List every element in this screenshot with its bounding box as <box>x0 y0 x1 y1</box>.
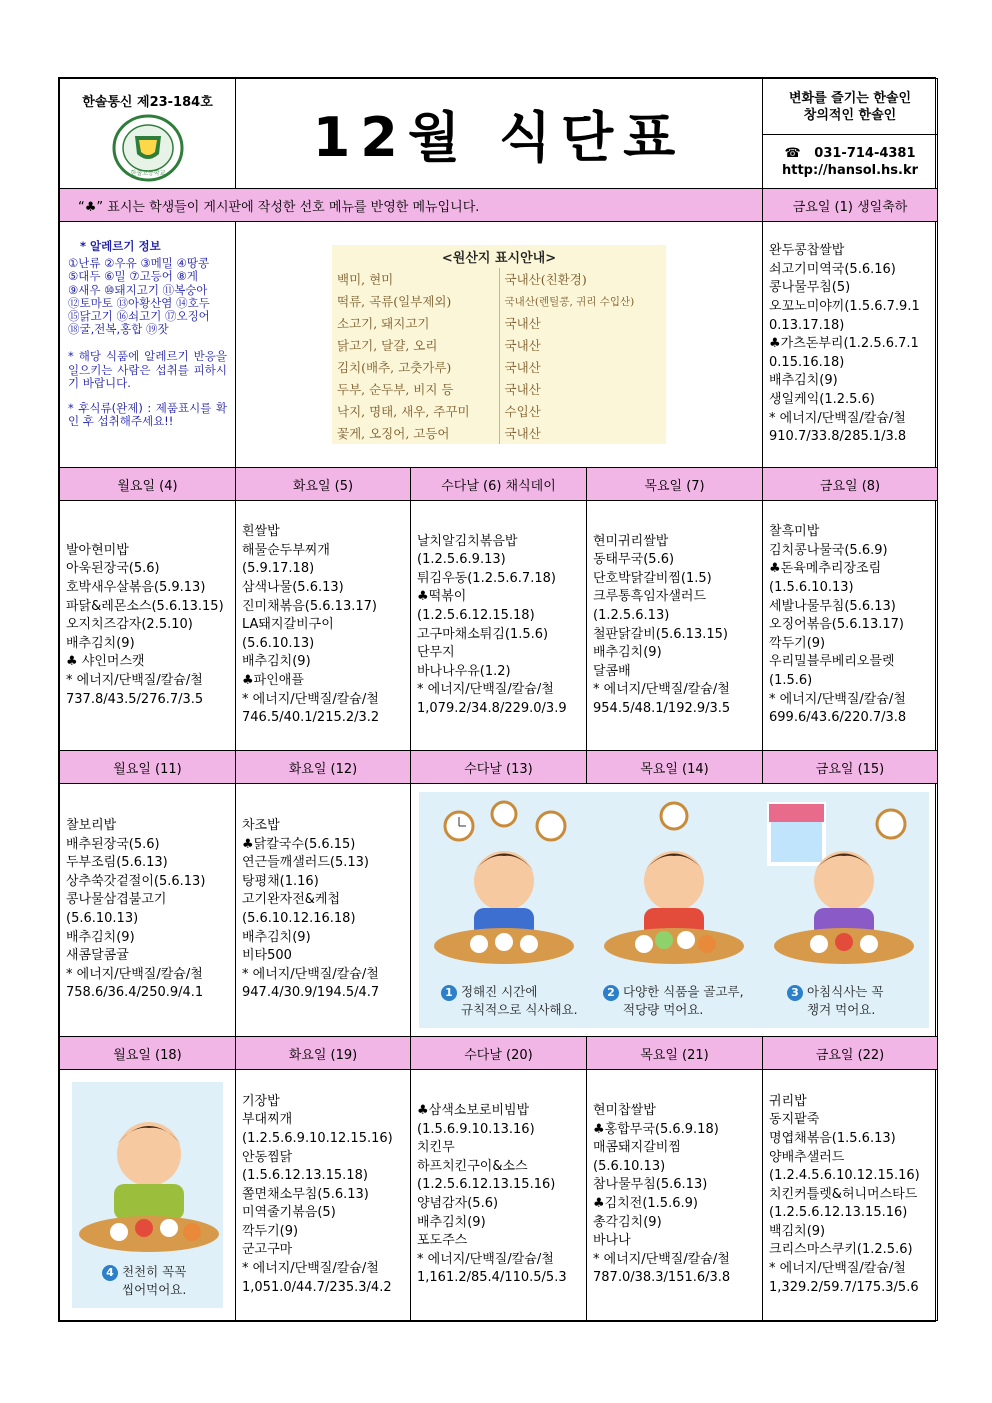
tip-number-badge: 4 <box>102 1265 118 1281</box>
menu-line: ♣홍합무국(5.6.9.18) <box>593 1121 719 1137</box>
menu-line: 파닭&레몬소스(5.6.13.15) <box>66 598 224 614</box>
menu-line: 954.5/48.1/192.9/3.5 <box>593 700 731 716</box>
phone-icon: ☎ <box>784 145 801 161</box>
menu-line: 진미채볶음(5.6.13.17) <box>242 598 377 614</box>
allergy-line: ⑫토마토 ⑬아황산염 ⑭호두 <box>68 295 210 310</box>
menu-line: 배추김치(9) <box>417 1214 486 1230</box>
origin-item: 닭고기, 달걀, 오리 <box>337 338 438 353</box>
menu-line: (1.5.6.10.13) <box>769 580 854 596</box>
day-header-thu-21: 목요일 (21) <box>587 1037 763 1070</box>
menu-line: 생일케익(1.2.5.6) <box>769 391 875 407</box>
issue-cell <box>60 79 236 189</box>
menu-fri-22 <box>763 1070 938 1321</box>
menu-line: (1.2.5.6.9.10.12.15.16) <box>242 1130 393 1146</box>
eating-tips-cell <box>411 784 938 1037</box>
menu-line: 배추된장국(5.6) <box>66 836 160 852</box>
menu-tue-19 <box>236 1070 411 1321</box>
menu-line: 달콤배 <box>593 663 631 679</box>
menu-line: 910.7/33.8/285.1/3.8 <box>769 429 907 445</box>
menu-line: 발아현미밥 <box>66 542 129 558</box>
menu-line: 고기완자전&케첩 <box>242 892 341 908</box>
menu-line: 귀리밥 <box>769 1093 807 1109</box>
menu-fri-1 <box>763 222 938 468</box>
menu-line: 양배추샐러드 <box>769 1149 845 1165</box>
tip-text: 적당량 먹어요. <box>623 1002 704 1017</box>
issue-number: 한솔통신 제23-184호 <box>82 95 213 110</box>
notice-banner: “♣” 표시는 학생들이 게시판에 작성한 선호 메뉴를 반영한 메뉴입니다. <box>60 189 763 222</box>
origin-item: 낙지, 명태, 새우, 주꾸미 <box>337 404 470 419</box>
tip-text: 규칙적으로 식사해요. <box>461 1002 578 1017</box>
menu-line: (1.2.5.6.13) <box>593 607 670 623</box>
menu-line: * 에너지/단백질/칼슘/철 <box>242 1261 379 1277</box>
menu-line: (1.2.4.5.6.10.12.15.16) <box>769 1168 920 1184</box>
menu-line: * 에너지/단백질/칼슘/철 <box>417 1251 554 1267</box>
menu-line: 오지치즈감자(2.5.10) <box>66 617 193 633</box>
day-header-fri-8: 금요일 (8) <box>763 468 938 501</box>
menu-line: * 에너지/단백질/칼슘/철 <box>66 966 203 982</box>
origin-country: 국내산 <box>499 356 666 378</box>
menu-line: 1,079.2/34.8/229.0/3.9 <box>417 700 567 716</box>
origin-country: 국내산 <box>499 378 666 400</box>
menu-line: 깍두기(9) <box>242 1223 299 1239</box>
menu-line: ♣가츠돈부리(1.2.5.6.7.1 <box>769 336 919 352</box>
menu-line: 크리스마스쿠키(1.2.5.6) <box>769 1242 913 1258</box>
menu-wed-20 <box>411 1070 587 1321</box>
menu-line: 찰보리밥 <box>66 818 117 834</box>
svg-text:한솔고등학교: 한솔고등학교 <box>130 170 165 177</box>
tip-number-badge: 3 <box>787 985 803 1001</box>
origin-country: 국내산(렌틸콩, 귀리 수입산) <box>499 290 666 312</box>
menu-line: (5.9.17.18) <box>242 561 315 577</box>
menu-line: 호박새우살볶음(5.9.13) <box>66 580 206 596</box>
menu-line: 양념감자(5.6) <box>417 1196 499 1211</box>
menu-line: 백김치(9) <box>769 1223 826 1239</box>
menu-line: 758.6/36.4/250.9/4.1 <box>66 985 204 1001</box>
eating-tips-illustration <box>419 792 929 1028</box>
menu-line: 바나나 <box>593 1233 631 1249</box>
origin-table <box>332 245 666 444</box>
menu-line: 우리밀블루베리오믈렛 <box>769 654 895 670</box>
menu-line: 튀김우동(1.2.5.6.7.18) <box>417 570 556 586</box>
menu-line: 947.4/30.9/194.5/4.7 <box>242 985 380 1001</box>
menu-line: * 에너지/단백질/칼슘/철 <box>593 682 730 698</box>
menu-line: ♣닭칼국수(5.6.15) <box>242 836 356 852</box>
menu-line: 철판닭갈비(5.6.13.15) <box>593 626 728 642</box>
day-header-thu-14: 목요일 (14) <box>587 751 763 784</box>
origin-item: 두부, 순두부, 비지 등 <box>337 382 454 397</box>
day-header-thu-7: 목요일 (7) <box>587 468 763 501</box>
menu-line: 상추쑥갓겉절이(5.6.13) <box>66 873 206 889</box>
menu-line: 오꼬노미야끼(1.5.6.7.9.1 <box>769 299 920 315</box>
menu-line: 현미찹쌀밥 <box>593 1103 656 1119</box>
menu-line: * 에너지/단백질/칼슘/철 <box>593 1251 730 1267</box>
child-eating-icon <box>419 796 589 966</box>
menu-table <box>59 78 938 1321</box>
menu-line: * 에너지/단백질/칼슘/철 <box>769 1261 906 1277</box>
contact-cell <box>763 135 938 189</box>
tip-text: 씹어먹어요. <box>122 1282 187 1297</box>
menu-line: 동태무국(5.6) <box>593 552 675 568</box>
tip-text: 아침식사는 꼭 <box>806 984 884 999</box>
menu-line: 포도주스 <box>417 1233 468 1249</box>
menu-line: (1.5.6.9.10.13.16) <box>417 1121 535 1137</box>
origin-country: 국내산(친환경) <box>499 268 666 290</box>
menu-line: 동지팥죽 <box>769 1112 820 1128</box>
allergy-line: ⑨새우 ⑩돼지고기 ⑪복숭아 <box>68 282 208 297</box>
tip-number-badge: 2 <box>603 985 619 1001</box>
menu-line: 746.5/40.1/215.2/3.2 <box>242 710 380 726</box>
menu-line: 연근들깨샐러드(5.13) <box>242 855 369 871</box>
menu-line: 군고구마 <box>242 1242 293 1258</box>
menu-line: 탕평채(1.16) <box>242 873 319 889</box>
menu-line: 787.0/38.3/151.6/3.8 <box>593 1270 731 1286</box>
menu-line: 치킨커틀렛&허니머스타드 <box>769 1186 918 1202</box>
origin-item: 떡류, 곡류(일부제외) <box>337 294 452 309</box>
tip-text: 천천히 꼭꼭 <box>121 1264 187 1279</box>
menu-line: 배추김치(9) <box>66 635 135 651</box>
tip-number-badge: 1 <box>441 985 457 1001</box>
menu-line: 콩나물삼겹불고기 <box>66 892 167 908</box>
allergy-heading: * 알레르기 정보 <box>80 239 161 253</box>
school-emblem-icon <box>109 112 187 184</box>
menu-line: 배추김치(9) <box>242 929 311 945</box>
menu-line: 참나물무침(5.6.13) <box>593 1177 708 1193</box>
menu-line: (1.2.5.6.9.13) <box>417 552 506 568</box>
child-breakfast-icon <box>759 796 929 966</box>
week4-menu-row <box>60 1070 938 1321</box>
menu-line: (1.2.5.6.12.13.15.16) <box>769 1205 908 1221</box>
menu-line: 쇠고기미역국(5.6.16) <box>769 261 896 277</box>
menu-line: 바나나우유(1.2) <box>417 663 511 679</box>
menu-line: 김치콩나물국(5.6.9) <box>769 542 888 558</box>
menu-line: 쫄면채소무침(5.6.13) <box>242 1186 369 1202</box>
allergy-note-2: * 후식류(완제) : 제품표시를 확인 후 섭취해주세요!! <box>68 401 227 429</box>
menu-line: 완두콩찹쌀밥 <box>769 243 845 259</box>
menu-line: (1.2.5.6.12.13.15.16) <box>417 1177 556 1193</box>
menu-line: * 에너지/단백질/칼슘/철 <box>769 410 906 426</box>
menu-thu-7 <box>587 501 763 751</box>
slogan-2: 창의적인 한솔인 <box>803 107 897 123</box>
menu-line: (1.2.5.6.12.15.18) <box>417 607 535 623</box>
menu-line: 아욱된장국(5.6) <box>66 561 160 577</box>
tip-text: 정해진 시간에 <box>460 984 538 999</box>
menu-line: 현미귀리쌀밥 <box>593 533 669 549</box>
menu-line: 737.8/43.5/276.7/3.5 <box>66 691 204 707</box>
menu-line: 날치알김치볶음밥 <box>417 533 518 549</box>
menu-line: 단호박닭갈비찜(1.5) <box>593 570 712 586</box>
menu-line: * 에너지/단백질/칼슘/철 <box>417 682 554 698</box>
day-header-fri-15: 금요일 (15) <box>763 751 938 784</box>
origin-item: 김치(배추, 고춧가루) <box>337 360 452 375</box>
menu-line: 1,329.2/59.7/175.3/5.6 <box>769 1279 919 1295</box>
menu-line: (1.5.6.12.13.15.18) <box>242 1168 368 1184</box>
day-header-wed-20: 수다날 (20) <box>411 1037 587 1070</box>
menu-line: 안동찜닭 <box>242 1149 293 1165</box>
menu-line: 찰흑미밥 <box>769 524 820 540</box>
menu-line: 삼색나물(5.6.13) <box>242 580 344 596</box>
menu-line: 비타500 <box>242 948 292 964</box>
menu-line: 단무지 <box>417 645 455 661</box>
menu-line: ♣파인애플 <box>242 672 304 688</box>
menu-line: 흰쌀밥 <box>242 524 280 540</box>
menu-line: 크루통흑임자샐러드 <box>593 589 707 605</box>
menu-line: 배추김치(9) <box>66 929 135 945</box>
menu-line: 부대찌개 <box>242 1112 293 1128</box>
child-chewing-icon <box>74 1086 224 1256</box>
menu-line: 배추김치(9) <box>593 645 662 661</box>
menu-line: 기장밥 <box>242 1093 280 1109</box>
menu-tue-5 <box>236 501 411 751</box>
menu-line: 고구마채소튀김(1.5.6) <box>417 626 549 642</box>
tip-text: 다양한 식품을 골고루, <box>622 984 744 999</box>
day-header-wed-6: 수다날 (6) 채식데이 <box>411 468 587 501</box>
menu-fri-8 <box>763 501 938 751</box>
day-header-tue-12: 화요일 (12) <box>236 751 411 784</box>
origin-country: 수입산 <box>499 400 666 422</box>
day-header-mon-11: 월요일 (11) <box>60 751 236 784</box>
slogan-1: 변화를 즐기는 한솔인 <box>788 90 912 106</box>
day-header-mon-4: 월요일 (4) <box>60 468 236 501</box>
menu-line: * 에너지/단백질/칼슘/철 <box>66 672 203 688</box>
menu-line: 치킨무 <box>417 1140 455 1156</box>
menu-line: 해물순두부찌개 <box>242 542 330 558</box>
menu-tue-12 <box>236 784 411 1037</box>
menu-line: 차조밥 <box>242 818 280 834</box>
allergy-line: ⑱굴,전복,홍합 ⑲잣 <box>68 322 169 337</box>
menu-line: 미역줄기볶음(5) <box>242 1205 336 1221</box>
day-header-mon-18: 월요일 (18) <box>60 1037 236 1070</box>
menu-line: 배추김치(9) <box>242 654 311 670</box>
menu-wed-6 <box>411 501 587 751</box>
menu-line: 699.6/43.6/220.7/3.8 <box>769 710 907 726</box>
phone-number: 031-714-4381 <box>814 145 916 161</box>
menu-line: 1,161.2/85.4/110.5/5.3 <box>417 1270 567 1286</box>
origin-country: 국내산 <box>499 334 666 356</box>
menu-line: (5.6.10.12.16.18) <box>242 911 356 926</box>
chew-tip-illustration <box>72 1082 223 1308</box>
menu-mon-11 <box>60 784 236 1037</box>
week2-menu-row <box>60 501 938 751</box>
day-header-fri-1: 금요일 (1) 생일축하 <box>763 189 938 222</box>
menu-line: ♣돈육메추리장조림 <box>769 561 882 577</box>
origin-item: 꽃게, 오징어, 고등어 <box>337 426 450 441</box>
page-title: 12월 식단표 <box>236 79 763 189</box>
menu-line: * 에너지/단백질/칼슘/철 <box>242 966 379 982</box>
menu-line: 명엽채볶음(1.5.6.13) <box>769 1130 896 1146</box>
menu-line: ♣김치전(1.5.6.9) <box>593 1196 698 1211</box>
menu-line: 새콤달콤귤 <box>66 948 129 964</box>
tip-panel-2 <box>589 792 759 1028</box>
allergy-line: ⑤대두 ⑥밀 ⑦고등어 ⑧게 <box>68 269 198 284</box>
menu-line: 0.15.16.18) <box>769 354 845 370</box>
allergy-note-1: * 해당 식품에 알레르기 반응을 일으키는 사람은 섭취를 피하시기 바랍니다. <box>68 349 227 390</box>
school-url[interactable]: http://hansol.hs.kr <box>782 162 919 178</box>
menu-line: ♣ 샤인머스캣 <box>66 654 145 670</box>
tip-panel-1 <box>419 792 589 1028</box>
menu-line: 깍두기(9) <box>769 635 826 651</box>
origin-title: <원산지 표시안내> <box>441 251 557 266</box>
allergy-line: ⑮닭고기 ⑯쇠고기 ⑰오징어 <box>68 309 210 324</box>
child-eating-icon <box>589 796 759 966</box>
menu-line: (5.6.10.13) <box>66 911 139 926</box>
tip-text: 챙겨 먹어요. <box>807 1002 876 1017</box>
day-header-wed-13: 수다날 (13) <box>411 751 587 784</box>
menu-line: LA돼지갈비구이 <box>242 617 334 633</box>
menu-line: 하프치킨구이&소스 <box>417 1158 528 1174</box>
menu-line: ♣떡볶이 <box>417 589 467 605</box>
menu-line: 1,051.0/44.7/235.3/4.2 <box>242 1279 392 1295</box>
menu-mon-4 <box>60 501 236 751</box>
day-header-tue-5: 화요일 (5) <box>236 468 411 501</box>
origin-cell <box>236 222 763 468</box>
menu-thu-21 <box>587 1070 763 1321</box>
chew-tip-cell <box>60 1070 236 1321</box>
origin-item: 소고기, 돼지고기 <box>337 316 430 331</box>
menu-line: 콩나물무침(5) <box>769 280 851 296</box>
menu-line: 오징어볶음(5.6.13.17) <box>769 617 904 633</box>
allergy-info <box>60 222 236 468</box>
menu-line: ♣삼색소보로비빔밥 <box>417 1103 530 1119</box>
menu-line: 세발나물무침(5.6.13) <box>769 598 896 614</box>
menu-line: 두부조림(5.6.13) <box>66 855 168 871</box>
day-header-tue-19: 화요일 (19) <box>236 1037 411 1070</box>
menu-line: (5.6.10.13) <box>593 1158 666 1174</box>
menu-line: 배추김치(9) <box>769 373 838 389</box>
menu-line: (1.5.6) <box>769 672 813 688</box>
origin-country: 국내산 <box>499 422 666 444</box>
menu-sheet <box>58 77 936 1322</box>
menu-line: * 에너지/단백질/칼슘/철 <box>242 691 379 707</box>
tip-panel-3 <box>759 792 929 1028</box>
origin-item: 백미, 현미 <box>337 272 394 287</box>
menu-line: 0.13.17.18) <box>769 317 845 333</box>
menu-line: 매콤돼지갈비찜 <box>593 1140 681 1156</box>
menu-line: * 에너지/단백질/칼슘/철 <box>769 691 906 707</box>
origin-country: 국내산 <box>499 312 666 334</box>
menu-line: 총각김치(9) <box>593 1214 662 1230</box>
allergy-line: ①난류 ②우유 ③메밀 ④땅콩 <box>68 256 210 271</box>
slogan-cell <box>763 79 938 135</box>
day-header-fri-22: 금요일 (22) <box>763 1037 938 1070</box>
menu-line: (5.6.10.13) <box>242 635 315 651</box>
